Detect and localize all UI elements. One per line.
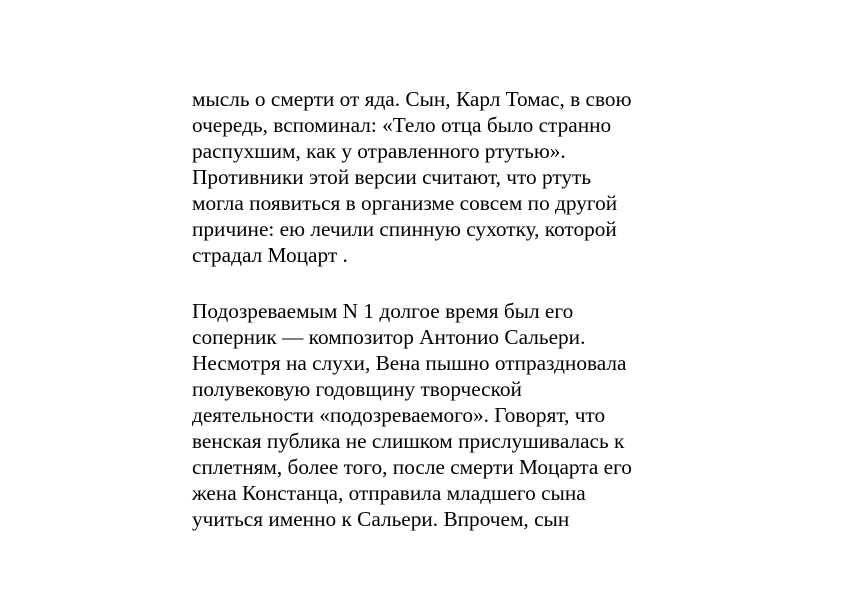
text-line: распухшим, как у отравленного ртутью». [192,139,566,163]
paragraph-1 [192,86,631,268]
text-line: соперник — композитор Антонио Сальери. [192,325,586,349]
text-line: венская публика не слишком прислушивалась к [192,429,625,453]
text-line: Противники этой версии считают, что ртуть [192,165,592,189]
text-line: жена Констанца, отправила младшего сына [192,481,586,505]
text-line: Несмотря на слухи, Вена пышно отпраздновала [192,351,627,375]
text-line: деятельности «подозреваемого». Говорят, что [192,403,606,427]
text-line: очередь, вспоминал: «Тело отца было странно [192,113,612,137]
text-line: мысль о смерти от яда. Сын, Карл Томас, в свою [192,87,632,111]
text-line: Подозреваемым N 1 долгое время был его [192,299,574,323]
text-line: сплетням, более того, после смерти Моцарта его [192,455,632,479]
text-line: страдал Моцарт . [192,243,348,267]
paragraph-2 [192,298,632,532]
text-line: причине: ею лечили спинную сухотку, которой [192,217,617,241]
text-line: учиться именно к Сальери. Впрочем, сын [192,507,570,531]
text-line: могла появиться в организме совсем по другой [192,191,618,215]
text-line: полувековую годовщину творческой [192,377,522,401]
